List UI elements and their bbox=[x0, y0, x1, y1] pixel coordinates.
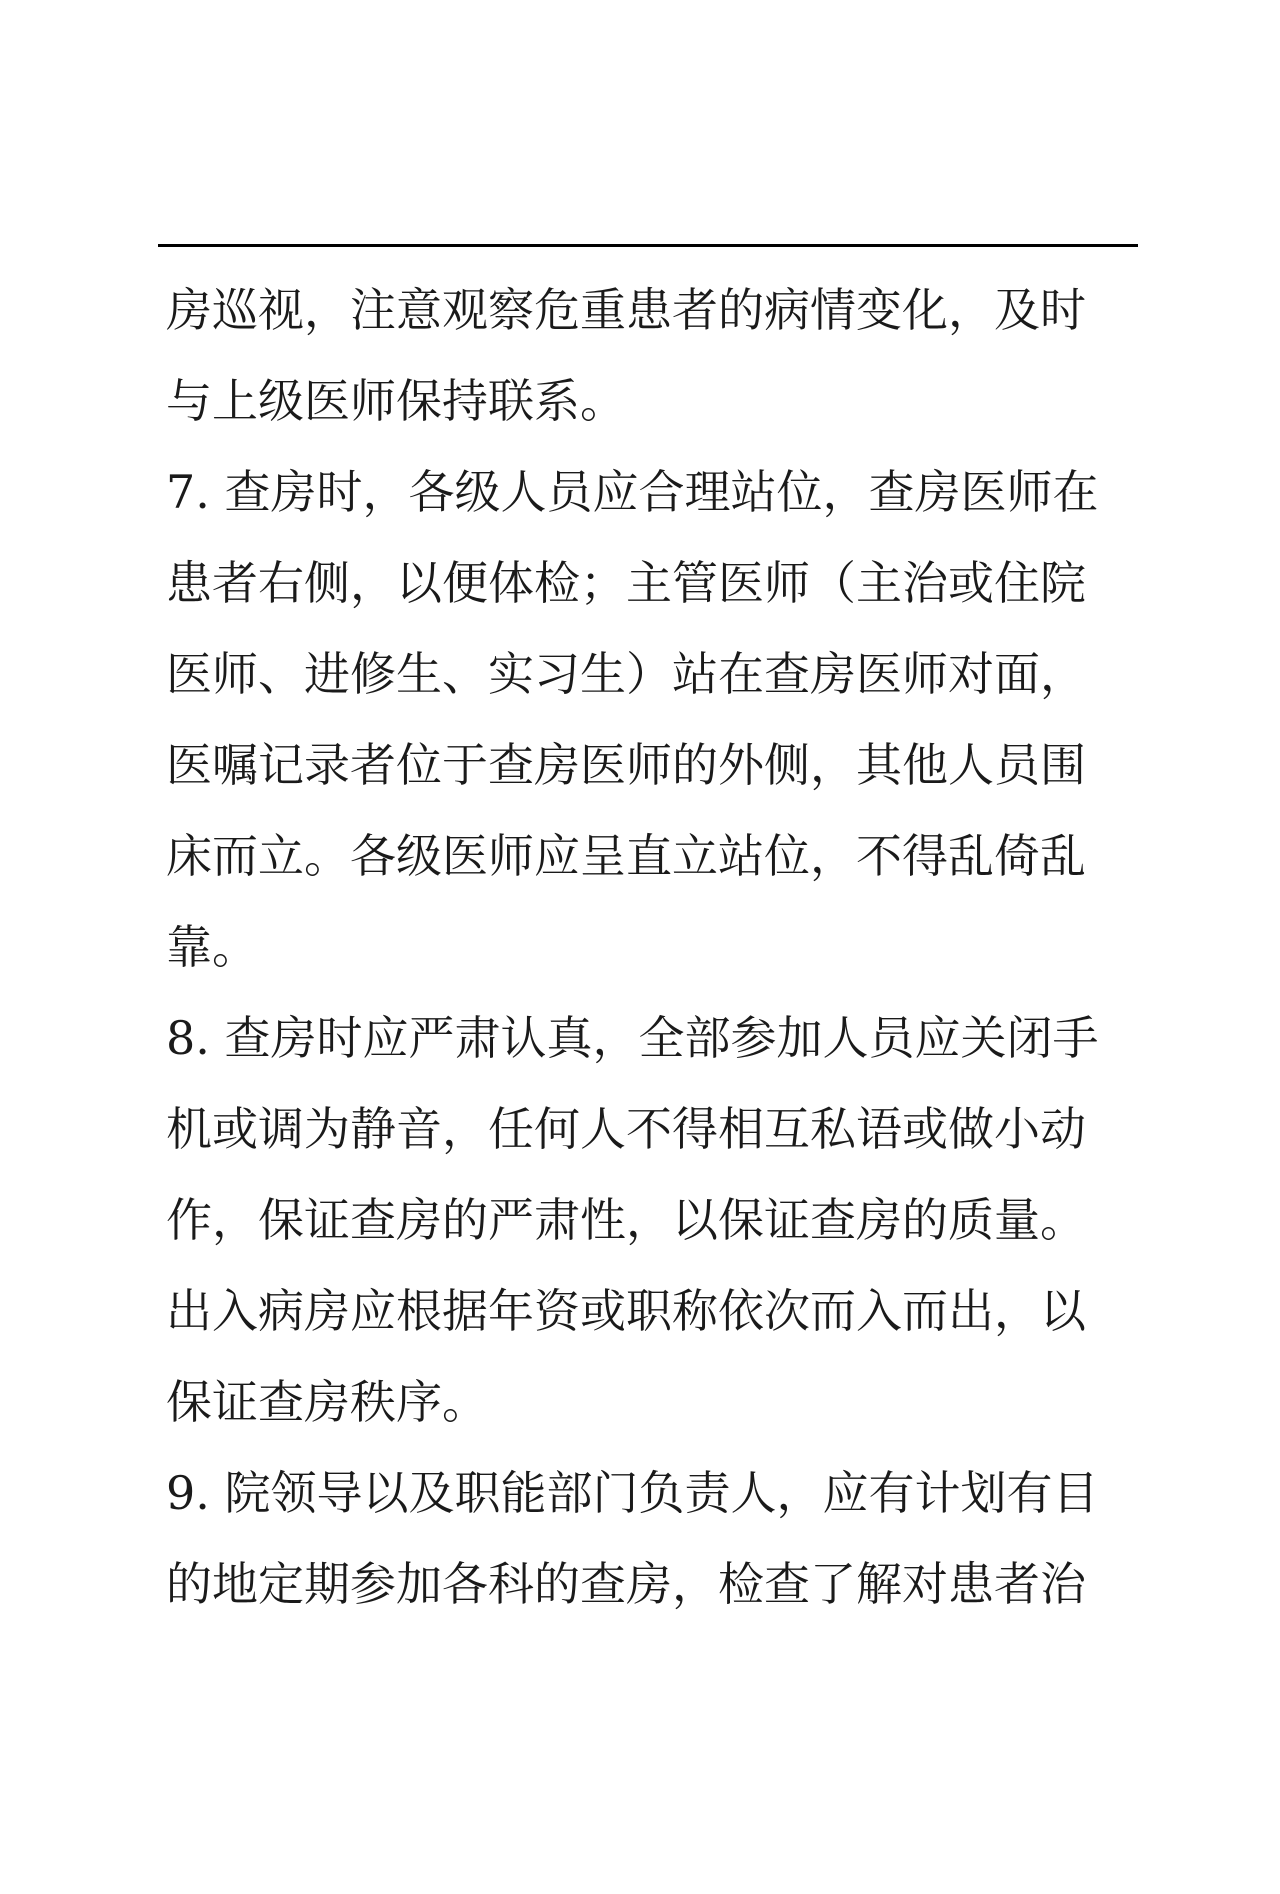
text-line: 的地定期参加各科的查房，检查了解对患者治 bbox=[166, 1557, 1086, 1611]
text-line: 机或调为静音，任何人不得相互私语或做小动 bbox=[166, 1102, 1086, 1156]
text-line: 出入病房应根据年资或职称依次而入而出，以 bbox=[166, 1284, 1086, 1338]
text-line: 7. 查房时，各级人员应合理站位，查房医师在 bbox=[166, 465, 1099, 519]
text-line: 保证查房秩序。 bbox=[166, 1375, 488, 1429]
text-line: 与上级医师保持联系。 bbox=[166, 374, 626, 428]
text-line: 8. 查房时应严肃认真，全部参加人员应关闭手 bbox=[166, 1011, 1099, 1065]
header-rule bbox=[158, 244, 1138, 247]
text-line: 9. 院领导以及职能部门负责人，应有计划有目 bbox=[166, 1466, 1099, 1520]
text-line: 床而立。各级医师应呈直立站位，不得乱倚乱 bbox=[166, 829, 1086, 883]
text-line: 房巡视，注意观察危重患者的病情变化，及时 bbox=[166, 283, 1086, 337]
body-text bbox=[166, 265, 1141, 1630]
text-line: 靠。 bbox=[166, 920, 258, 974]
text-line: 医嘱记录者位于查房医师的外侧，其他人员围 bbox=[166, 738, 1086, 792]
text-line: 患者右侧，以便体检；主管医师（主治或住院 bbox=[166, 556, 1086, 610]
text-line: 作，保证查房的严肃性，以保证查房的质量。 bbox=[166, 1193, 1086, 1247]
text-line: 医师、进修生、实习生）站在查房医师对面， bbox=[166, 647, 1086, 701]
